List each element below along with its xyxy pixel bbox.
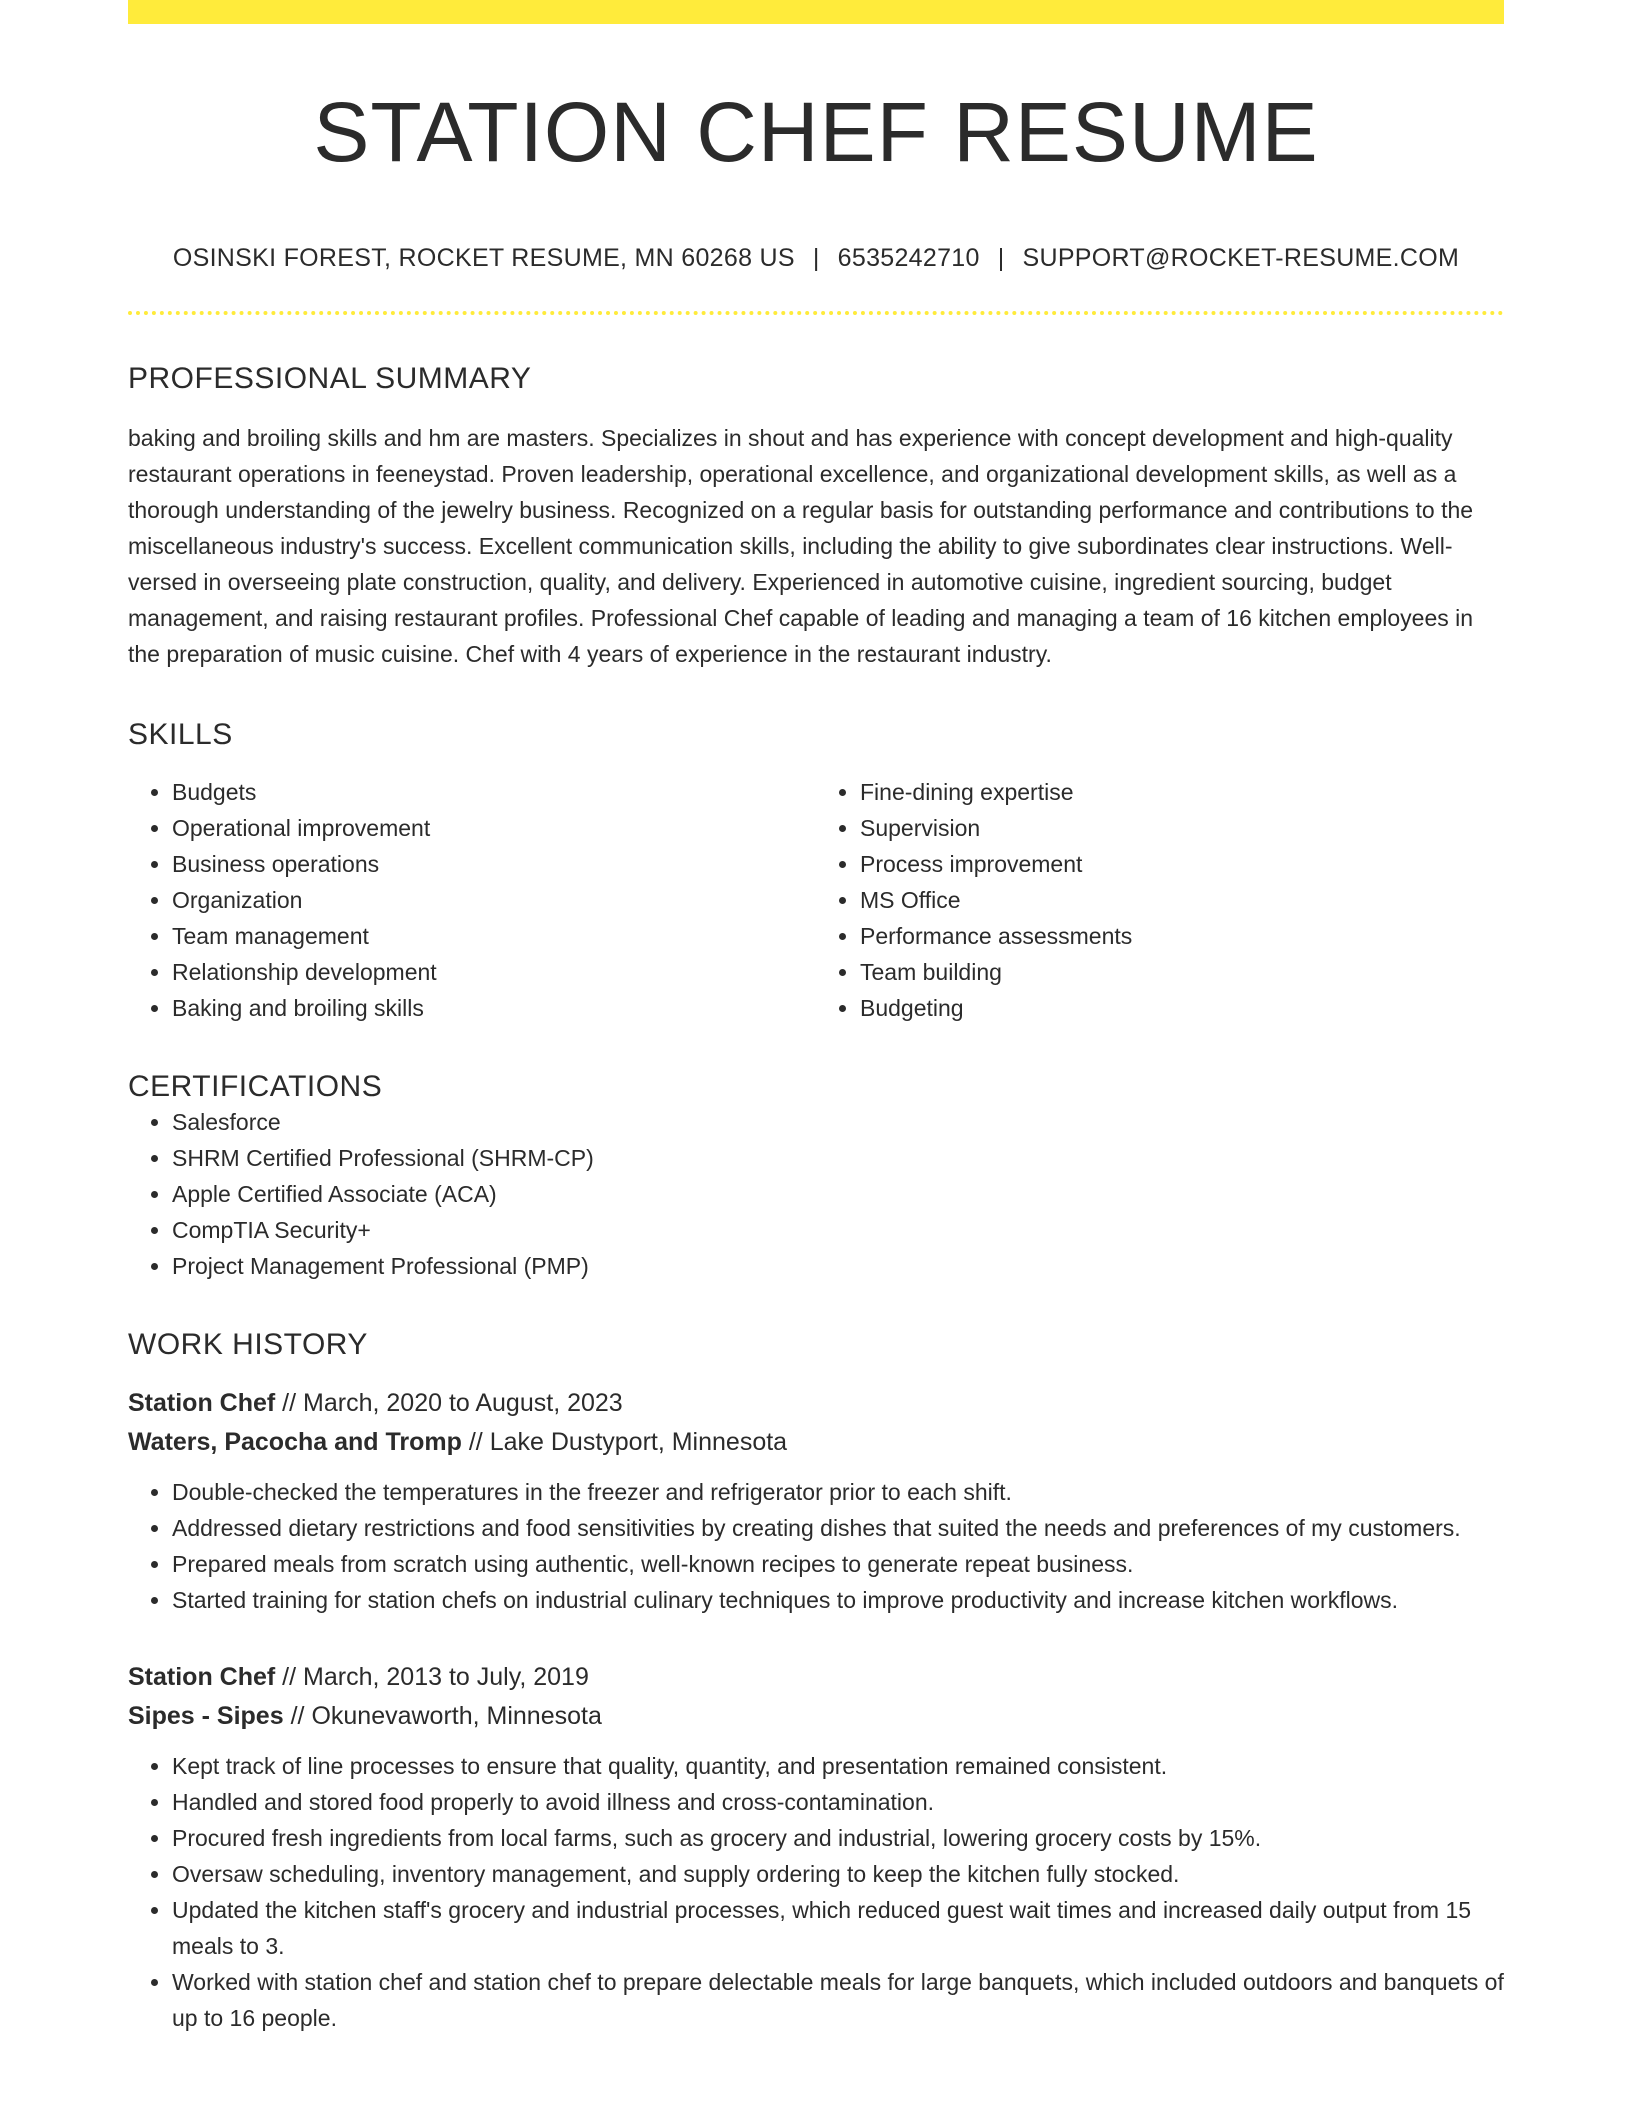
summary-text: baking and broiling skills and hm are masters. Specializes in shout and has experience with concept development and high-quality restaurant operations in feeneystad. Proven leadership, operational excellence, and organizational development skills, as well as a thorough understanding of the jewelry business. Recognized on a regular basis for outstanding performance and contributions to the miscellaneous industry's success. Excellent communication skills, including the ability to give subordinates clear instructions. Well-versed in overseeing plate construction, quality, and delivery. Experienced in automotive cuisine, ingredient sourcing, budget management, and raising restaurant profiles. Professional Chef capable of leading and managing a team of 16 kitchen employees in the preparation of music cuisine. Chef with 4 years of experience in the restaurant industry. [128, 425, 1474, 668]
job-role: Station Chef [128, 1663, 276, 1692]
skill-item: • Budgeting [860, 990, 1504, 1026]
job-bullet: • Started training for station chefs on industrial culinary techniques to improve productivity and increase kitchen workflows. [172, 1582, 1504, 1618]
skill-item: • Process improvement [860, 846, 1504, 882]
job-bullet: • Procured fresh ingredients from local farms, such as grocery and industrial, lowering grocery costs by 15%. [172, 1820, 1504, 1856]
job-bullet: • Oversaw scheduling, inventory management, and supply ordering to keep the kitchen fully stocked. [172, 1856, 1504, 1892]
contact-address: OSINSKI FOREST, ROCKET RESUME, MN 60268 US [172, 244, 795, 273]
certification-item: • Salesforce [172, 1104, 1504, 1140]
contact-separator: | [997, 244, 1005, 273]
job-bullet: • Worked with station chef and station chef to prepare delectable meals for large banquets, which included outdoors and banquets of up to 16 people. [172, 1964, 1504, 2036]
job-company: Sipes - Sipes [128, 1702, 284, 1731]
skill-item: • Relationship development [172, 954, 816, 990]
skills-right-list [816, 774, 1504, 1026]
job-company-line [128, 1697, 1504, 1736]
skills-columns [128, 774, 1504, 1026]
job-bullet: • Double-checked the temperatures in the freezer and refrigerator prior to each shift. [172, 1474, 1504, 1510]
skill-item: • Team management [172, 918, 816, 954]
dotted-divider [128, 311, 1504, 315]
certifications-list [128, 1104, 1504, 1284]
job-role-line [128, 1658, 1504, 1697]
skill-item: • Budgets [172, 774, 816, 810]
skill-item: • Performance assessments [860, 918, 1504, 954]
skills-left-list [128, 774, 816, 1026]
job-bullets [128, 1748, 1504, 2036]
contact-phone: 6535242710 [837, 244, 980, 273]
skill-item: • Organization [172, 882, 816, 918]
job-bullet: • Kept track of line processes to ensure that quality, quantity, and presentation remained consistent. [172, 1748, 1504, 1784]
job-location: Okunevaworth, Minnesota [311, 1702, 602, 1731]
work-history-heading: WORK HISTORY [128, 1328, 368, 1362]
job-location: Lake Dustyport, Minnesota [489, 1428, 788, 1457]
job-company-line [128, 1423, 1504, 1462]
job-dates: March, 2020 to August, 2023 [303, 1389, 623, 1418]
summary-heading: PROFESSIONAL SUMMARY [128, 362, 532, 396]
skills-heading: SKILLS [128, 718, 233, 752]
accent-top-bar [128, 0, 1504, 24]
certifications-heading: CERTIFICATIONS [128, 1070, 383, 1104]
job-separator: // [468, 1428, 483, 1457]
job-bullets [128, 1474, 1504, 1618]
contact-email: SUPPORT@ROCKET-RESUME.COM [1022, 244, 1460, 273]
job-separator: // [282, 1389, 297, 1418]
skill-item: • Baking and broiling skills [172, 990, 816, 1026]
skill-item: • MS Office [860, 882, 1504, 918]
skill-item: • Operational improvement [172, 810, 816, 846]
job-dates: March, 2013 to July, 2019 [303, 1663, 589, 1692]
certification-item: • SHRM Certified Professional (SHRM-CP) [172, 1140, 1504, 1176]
skill-item: • Business operations [172, 846, 816, 882]
resume-page [128, 0, 1504, 2036]
contact-line [128, 244, 1504, 273]
skill-item: • Fine-dining expertise [860, 774, 1504, 810]
contact-separator: | [812, 244, 820, 273]
certification-item: • CompTIA Security+ [172, 1212, 1504, 1248]
certification-item: • Project Management Professional (PMP) [172, 1248, 1504, 1284]
job-bullet: • Addressed dietary restrictions and food sensitivities by creating dishes that suited the needs and preferences of my customers. [172, 1510, 1504, 1546]
certification-item: • Apple Certified Associate (ACA) [172, 1176, 1504, 1212]
job-bullet: • Updated the kitchen staff's grocery and industrial processes, which reduced guest wait times and increased daily output from 15 meals to 3. [172, 1892, 1504, 1964]
job-bullet: • Prepared meals from scratch using authentic, well-known recipes to generate repeat business. [172, 1546, 1504, 1582]
job-company: Waters, Pacocha and Tromp [128, 1428, 462, 1457]
job-role-line [128, 1384, 1504, 1423]
skill-item: • Team building [860, 954, 1504, 990]
job-separator: // [290, 1702, 305, 1731]
job-separator: // [282, 1663, 297, 1692]
job-bullet: • Handled and stored food properly to avoid illness and cross-contamination. [172, 1784, 1504, 1820]
resume-title: STATION CHEF RESUME [313, 85, 1319, 179]
job-role: Station Chef [128, 1389, 276, 1418]
job-entry [128, 1658, 1504, 2036]
skill-item: • Supervision [860, 810, 1504, 846]
job-entry [128, 1384, 1504, 1618]
